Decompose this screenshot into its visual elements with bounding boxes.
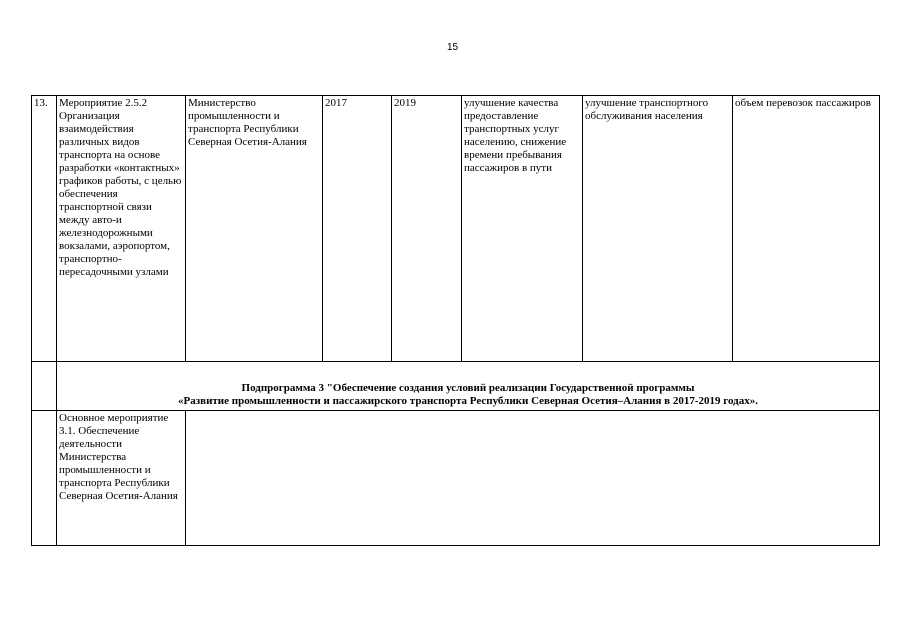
row-number: 13. [32, 96, 57, 362]
empty-cell [32, 411, 57, 546]
executor: Министерство промышленности и транспорта Республики Северная Осетия-Алания [186, 96, 323, 362]
end-year: 2019 [392, 96, 462, 362]
program-table [31, 95, 880, 546]
start-year: 2017 [323, 96, 392, 362]
subprogram-title [57, 362, 880, 411]
consequence: улучшение транспортного обслуживания населения [583, 96, 733, 362]
basic-event-name: Основное мероприятие 3.1. Обеспечение деятельности Министерства промышленности и транспорта Республики Северная Осетия-Алания [57, 411, 186, 546]
table-row [32, 411, 880, 546]
event-name: Мероприятие 2.5.2 Организация взаимодействия различных видов транспорта на основе разработки «контактных» графиков работы, с целью обеспечения транспортной связи между авто-и железнодорожными вокзалами, аэропортом, транспортно-пересадочными узлами [57, 96, 186, 362]
subprogram-title-line2: «Развитие промышленности и пассажирского транспорта Республики Северная Осетия–Алания в 2017-2019 годах». [177, 395, 758, 407]
page-number: 15 [446, 42, 459, 53]
empty-cell [32, 362, 57, 411]
expected-result: улучшение качества предоставление транспортных услуг населению, снижение времени пребывания пассажиров в пути [462, 96, 583, 362]
subprogram-row [32, 362, 880, 411]
subprogram-title-line1: Подпрограмма 3 "Обеспечение создания условий реализации Государственной программы [241, 382, 695, 394]
table-row [32, 96, 880, 362]
empty-cell [186, 411, 880, 546]
indicator: объем перевозок пассажиров [733, 96, 880, 362]
